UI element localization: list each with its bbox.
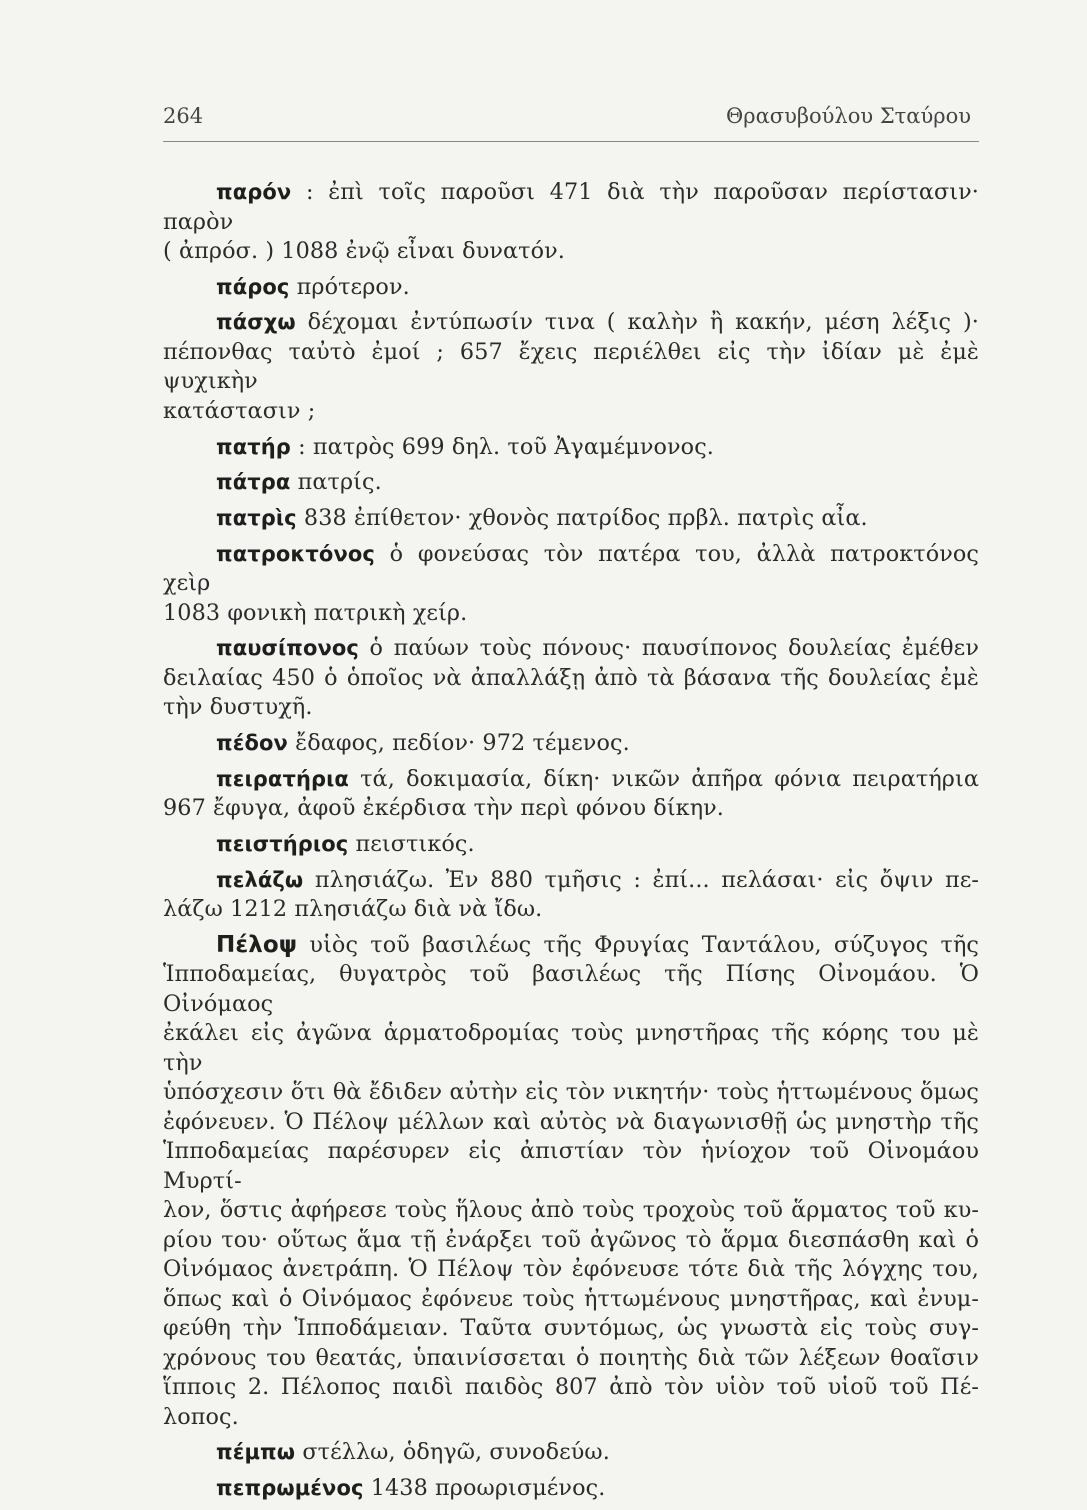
entry-line: ρίου του· οὕτως ἅμα τῇ ἐνάρξει τοῦ ἀγῶνος τὸ ἅρμα διεσπάσθη καὶ ὁ: [163, 1226, 979, 1253]
entry-line: πατρὶς 838 ἐπίθετον· χθονὸς πατρίδος πρβλ. πατρὶς αἶα.: [216, 504, 868, 531]
running-title: Θρασυβούλου Σταύρου: [726, 104, 971, 128]
entry-line: ὅπως καὶ ὁ Οἰνόμαος ἐφόνευε τοὺς ἡττωμένους μνηστῆρας, καὶ ἐνυμ-: [163, 1285, 979, 1312]
entry-line: πάρος πρότερον.: [216, 273, 410, 300]
glossary-entry: [163, 468, 979, 498]
entry-headword: πέμπω: [216, 1440, 296, 1465]
entry-line: παυσίπονος ὁ παύων τοὺς πόνους· παυσίπονος δουλείας ἐμέθεν: [216, 635, 979, 662]
glossary-entry: [163, 308, 979, 426]
glossary-entry: [163, 504, 979, 534]
glossary-entry: [163, 830, 979, 860]
entry-headword: πέδον: [216, 731, 288, 755]
header-rule: [163, 141, 979, 142]
entry-line: πέδον ἔδαφος, πεδίον· 972 τέμενος.: [216, 730, 630, 756]
entry-headword: πάσχω: [216, 310, 296, 335]
page-header: [163, 104, 971, 128]
entry-line: πέπονθας ταὐτὸ ἐμοί ; 657 ἔχεις περιέλθει εἰς τὴν ἰδίαν μὲ ἐμὲ ψυχικὴν: [163, 338, 979, 395]
entry-line: πειρατήρια τά, δοκιμασία, δίκη· νικῶν ἀπῆρα φόνια πειρατήρια: [216, 765, 979, 792]
entry-line: παρόν : ἐπὶ τοῖς παροῦσι 471 διὰ τὴν παροῦσαν περίστασιν· παρὸν: [163, 179, 979, 235]
glossary-entry: [163, 1438, 979, 1468]
entry-headword: παυσίπονος: [216, 636, 359, 661]
entry-headword: Πέλοψ: [216, 931, 298, 958]
entry-line: λον, ὅστις ἀφήρεσε τοὺς ἥλους ἀπὸ τοὺς τροχοὺς τοῦ ἅρματος τοῦ κυ-: [163, 1197, 979, 1224]
entry-line: λοπος.: [163, 1403, 239, 1430]
entry-headword: πάρος: [216, 274, 290, 299]
page-number: 264: [163, 104, 204, 128]
entry-line: χρόνους του θεατάς, ὑπαινίσσεται ὁ ποιητὴς διὰ τῶν λέξεων θοαῖσιν: [163, 1344, 979, 1371]
entry-headword: πατήρ: [216, 434, 291, 459]
entry-headword: πεπρωμένος: [216, 1476, 364, 1501]
entry-line: πεπρωμένος 1438 προωρισμένος.: [216, 1475, 606, 1502]
entry-line: κατάστασιν ;: [163, 397, 316, 424]
entry-line: δειλαίας 450 ὁ ὁποῖος νὰ ἀπαλλάξῃ ἀπὸ τὰ βάσανα τῆς δουλείας ἐμὲ: [163, 664, 979, 691]
entry-headword: παρόν: [216, 180, 292, 204]
entry-line: Ἱπποδαμείας παρέσυρεν εἰς ἀπιστίαν τὸν ἡνίοχον τοῦ Οἰνομάου Μυρτί-: [163, 1138, 979, 1194]
entry-line: Οἰνόμαος ἀνετράπη. Ὁ Πέλοψ τὸν ἐφόνευσε τότε διὰ τῆς λόγχης του,: [163, 1256, 979, 1283]
glossary-body: [163, 178, 979, 1510]
entry-line: 967 ἔφυγα, ἀφοῦ ἐκέρδισα τὴν περὶ φόνου δίκην.: [163, 795, 724, 822]
entry-headword: πειστήριος: [216, 831, 349, 856]
entry-line: Ἱπποδαμείας, θυγατρὸς τοῦ βασιλέως τῆς Πίσης Οἰνομάου. Ὁ Οἰνόμαος: [163, 961, 979, 1017]
glossary-entry: [163, 729, 979, 759]
entry-line: πελάζω πλησιάζω. Ἐν 880 τμῆσις : ἐπί... πελάσαι· εἰς ὄψιν πε-: [216, 866, 979, 893]
glossary-entry: [163, 178, 979, 267]
entry-line: πειστήριος πειστικός.: [216, 830, 475, 857]
entry-line: ἵπποις 2. Πέλοπος παιδὶ παιδὸς 807 ἀπὸ τὸν υἱὸν τοῦ υἱοῦ τοῦ Πέ-: [163, 1374, 979, 1401]
entry-headword: πελάζω: [216, 867, 304, 892]
entry-line: φεύθη τὴν Ἱπποδάμειαν. Ταῦτα συντόμως, ὡς γνωστὰ εἰς τοὺς συγ-: [163, 1315, 979, 1342]
entry-line: πατήρ : πατρὸς 699 δηλ. τοῦ Ἀγαμέμνονος.: [216, 433, 714, 460]
glossary-entry: [163, 866, 979, 925]
entry-line: Πέλοψ υἱὸς τοῦ βασιλέως τῆς Φρυγίας Ταντάλου, σύζυγος τῆς: [216, 931, 979, 958]
entry-headword: πατρὶς: [216, 505, 297, 530]
glossary-entry: [163, 931, 979, 1433]
entry-headword: πατροκτόνος: [216, 541, 375, 566]
glossary-entry: [163, 540, 979, 629]
entry-line: πάτρα πατρίς.: [216, 469, 382, 496]
entry-line: ὑπόσχεσιν ὅτι θὰ ἔδιδεν αὐτὴν εἰς τὸν νικητήν· τοὺς ἡττωμένους ὅμως: [163, 1079, 979, 1106]
entry-line: πατροκτόνος ὁ φονεύσας τὸν πατέρα του, ἀλλὰ πατροκτόνος χεὶρ: [163, 540, 979, 597]
entry-line: 1083 φονικὴ πατρικὴ χείρ.: [163, 599, 468, 626]
entry-headword: πειρατήρια: [216, 766, 349, 791]
entry-line: λάζω 1212 πλησιάζω διὰ νὰ ἴδω.: [163, 896, 543, 923]
entry-line: τὴν δυστυχῆ.: [163, 694, 313, 721]
entry-headword: πάτρα: [216, 470, 291, 495]
glossary-entry: [163, 634, 979, 723]
entry-line: ( ἀπρόσ. ) 1088 ἐνῷ εἶναι δυνατόν.: [163, 238, 565, 264]
glossary-entry: [163, 1474, 979, 1504]
entry-line: ἐφόνευεν. Ὁ Πέλοψ μέλλων καὶ αὐτὸς νὰ διαγωνισθῇ ὡς μνηστὴρ τῆς: [163, 1108, 979, 1135]
entry-line: πέμπω στέλλω, ὁδηγῶ, συνοδεύω.: [216, 1439, 610, 1466]
glossary-entry: [163, 273, 979, 303]
entry-line: πάσχω δέχομαι ἐντύπωσίν τινα ( καλὴν ἢ κακήν, μέση λέξις )·: [216, 309, 979, 336]
glossary-entry: [163, 765, 979, 824]
glossary-entry: [163, 433, 979, 463]
entry-line: ἐκάλει εἰς ἀγῶνα ἁρματοδρομίας τοὺς μνηστῆρας τῆς κόρης του μὲ τὴν: [163, 1020, 979, 1076]
